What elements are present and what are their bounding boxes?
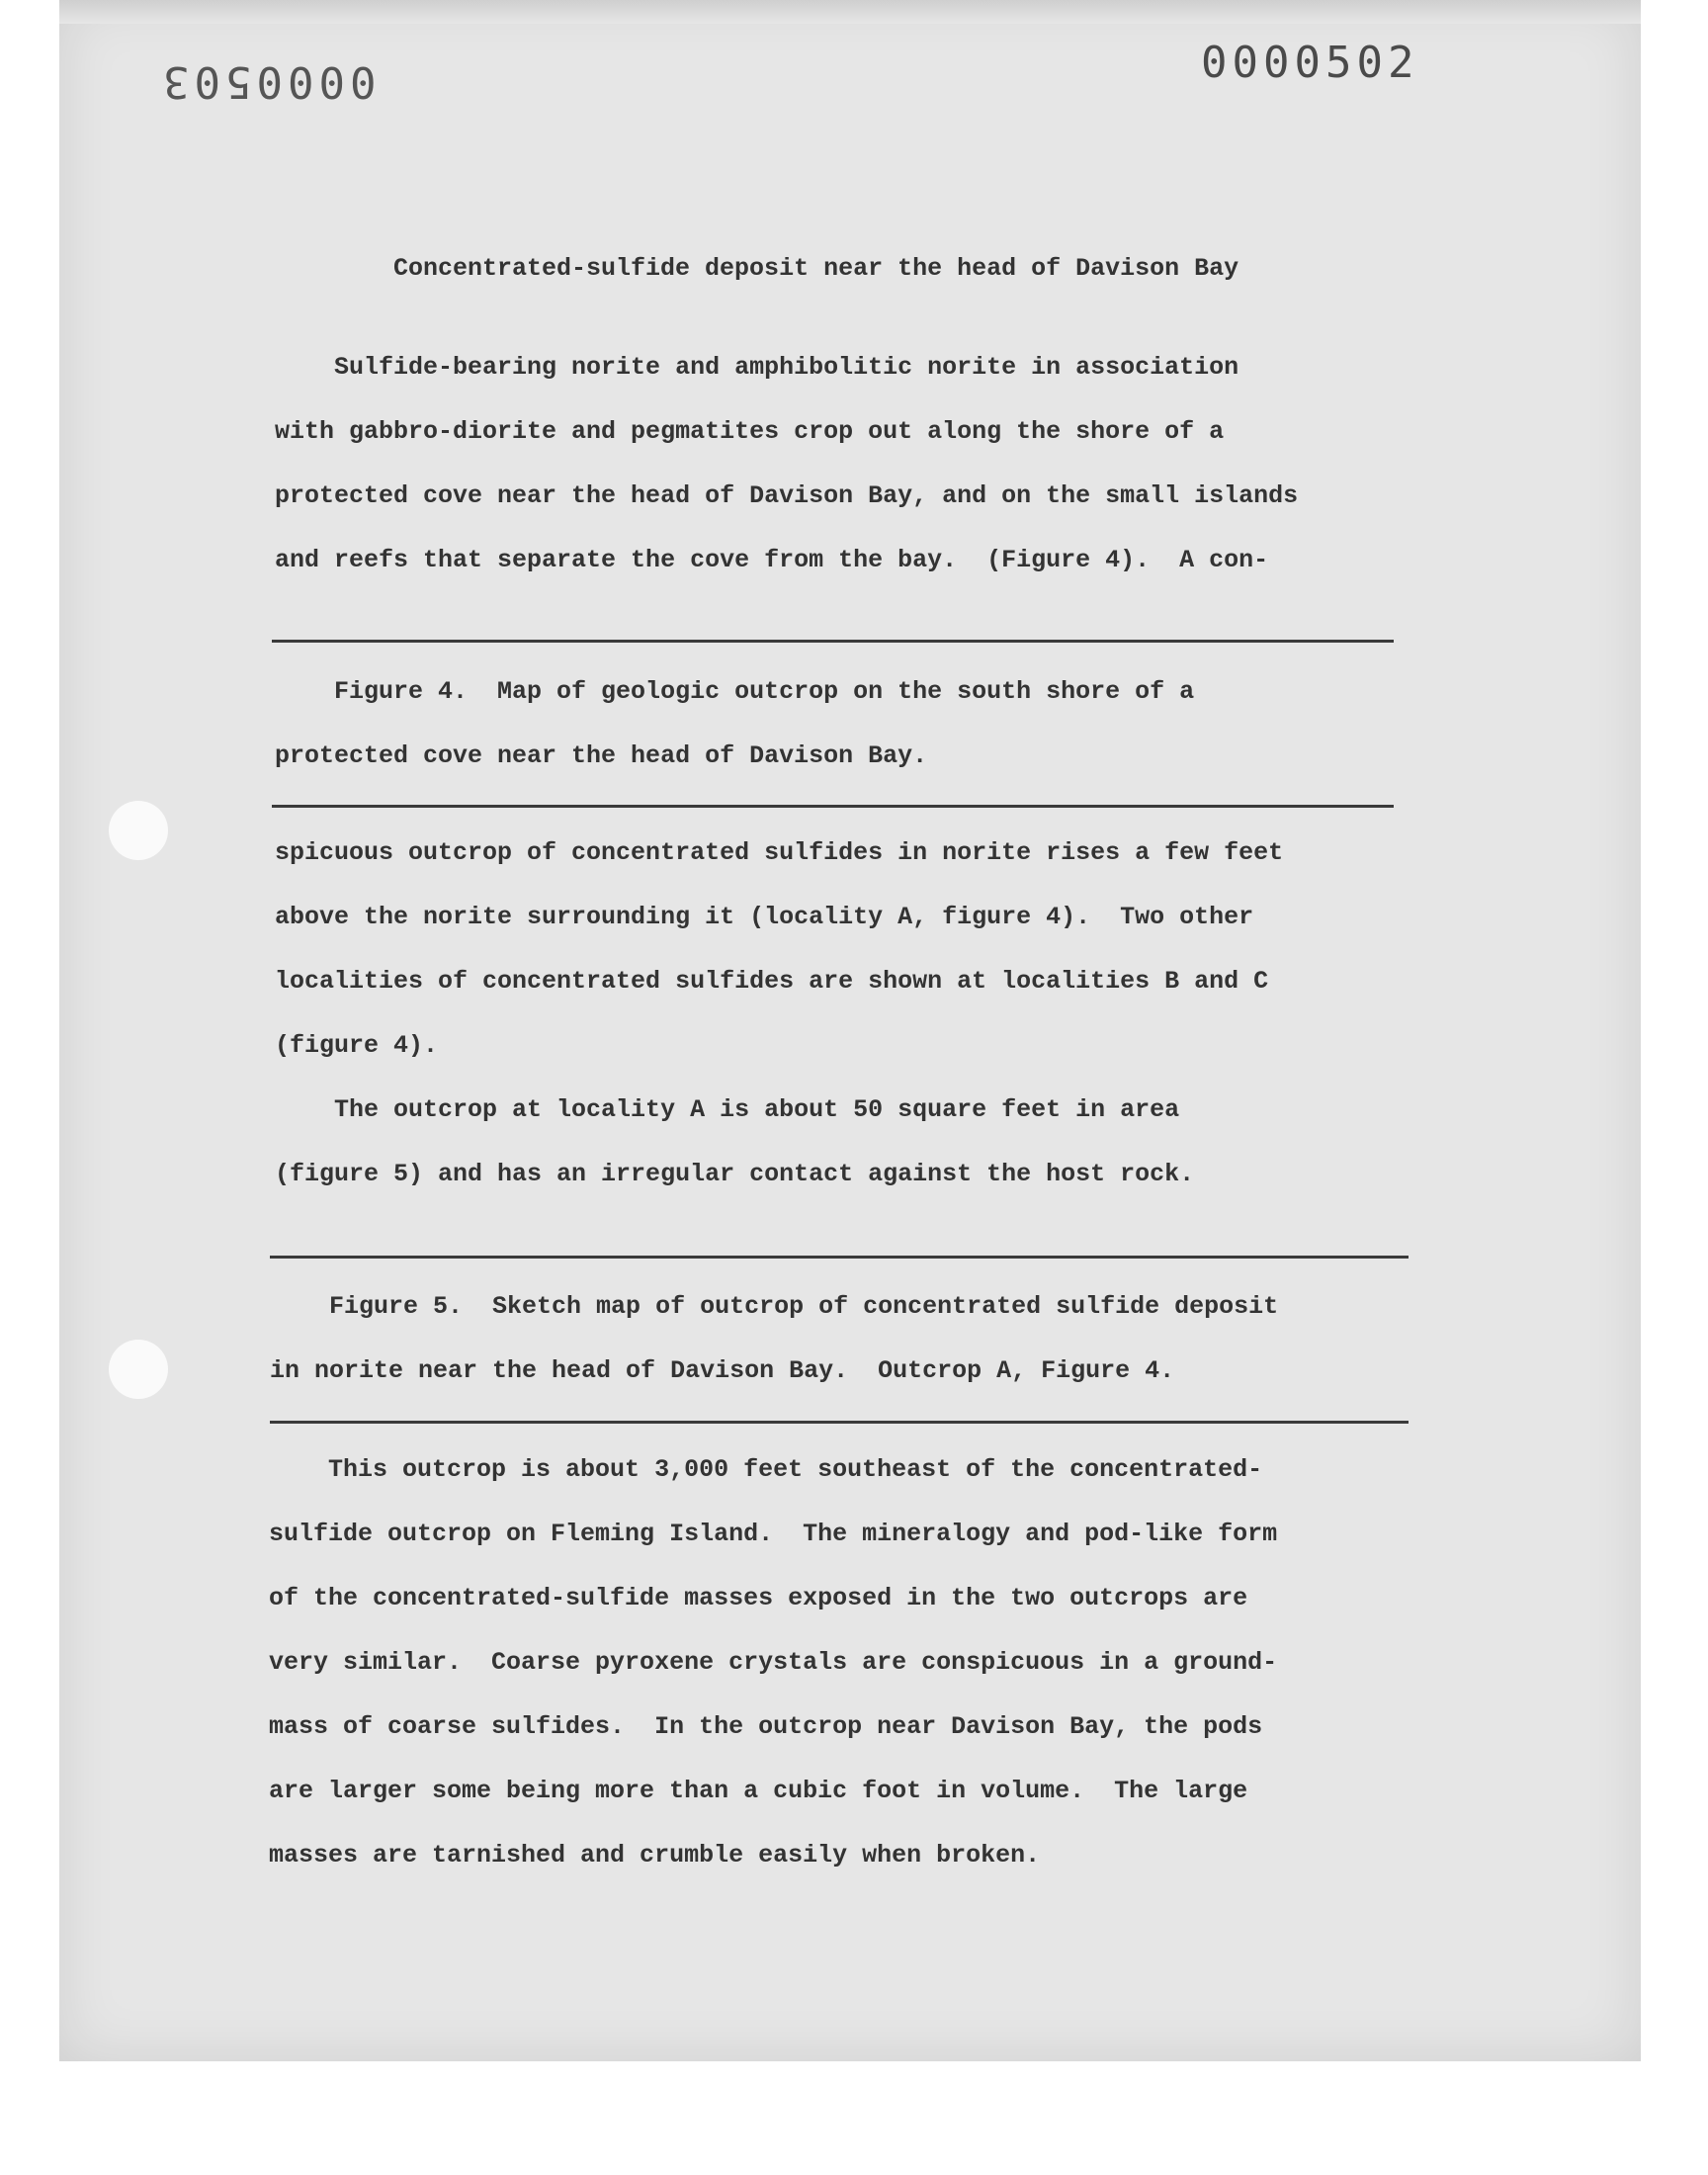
- paragraph-line: very similar. Coarse pyroxene crystals are conspicuous in a ground-: [269, 1648, 1278, 1677]
- figure-5-caption-line: in norite near the head of Davison Bay. Outcrop A, Figure 4.: [270, 1356, 1175, 1385]
- paragraph-line: masses are tarnished and crumble easily when broken.: [269, 1841, 1041, 1870]
- paragraph-line: (figure 5) and has an irregular contact against the host rock.: [275, 1160, 1195, 1188]
- page-number-stamp: 0000502: [1201, 38, 1419, 88]
- paragraph-line: Sulfide-bearing norite and amphibolitic norite in association: [275, 353, 1239, 382]
- punch-hole-top: [109, 801, 168, 860]
- figure-5-bottom-rule: [270, 1421, 1409, 1424]
- scan-edge-shadow: [59, 0, 1641, 24]
- figure-5-top-rule: [270, 1256, 1409, 1259]
- mirrored-page-stamp: 0000503: [158, 56, 377, 107]
- paragraph-line: are larger some being more than a cubic foot in volume. The large: [269, 1777, 1248, 1805]
- figure-4-caption-line: Figure 4. Map of geologic outcrop on the south shore of a: [275, 677, 1195, 706]
- punch-hole-bottom: [109, 1340, 168, 1399]
- figure-4-caption-line: protected cove near the head of Davison Bay.: [275, 741, 928, 770]
- paragraph-line: and reefs that separate the cove from the bay. (Figure 4). A con-: [275, 546, 1269, 574]
- paragraph-line: spicuous outcrop of concentrated sulfides in norite rises a few feet: [275, 838, 1284, 867]
- figure-4-top-rule: [272, 640, 1394, 643]
- paragraph-line: The outcrop at locality A is about 50 square feet in area: [275, 1095, 1180, 1124]
- section-heading: Concentrated-sulfide deposit near the head of Davison Bay: [393, 254, 1239, 283]
- figure-4-bottom-rule: [272, 805, 1394, 808]
- paragraph-line: (figure 4).: [275, 1031, 439, 1060]
- paragraph-line: localities of concentrated sulfides are shown at localities B and C: [275, 967, 1269, 996]
- paragraph-line: of the concentrated-sulfide masses exposed in the two outcrops are: [269, 1584, 1248, 1612]
- paragraph-line: protected cove near the head of Davison Bay, and on the small islands: [275, 481, 1299, 510]
- paragraph-line: above the norite surrounding it (locality A, figure 4). Two other: [275, 903, 1254, 931]
- paragraph-line: mass of coarse sulfides. In the outcrop near Davison Bay, the pods: [269, 1712, 1263, 1741]
- paragraph-line: with gabbro-diorite and pegmatites crop out along the shore of a: [275, 417, 1225, 446]
- paragraph-line: This outcrop is about 3,000 feet southeast of the concentrated-: [269, 1455, 1263, 1484]
- figure-5-caption-line: Figure 5. Sketch map of outcrop of concentrated sulfide deposit: [270, 1292, 1279, 1321]
- paragraph-line: sulfide outcrop on Fleming Island. The mineralogy and pod-like form: [269, 1520, 1278, 1548]
